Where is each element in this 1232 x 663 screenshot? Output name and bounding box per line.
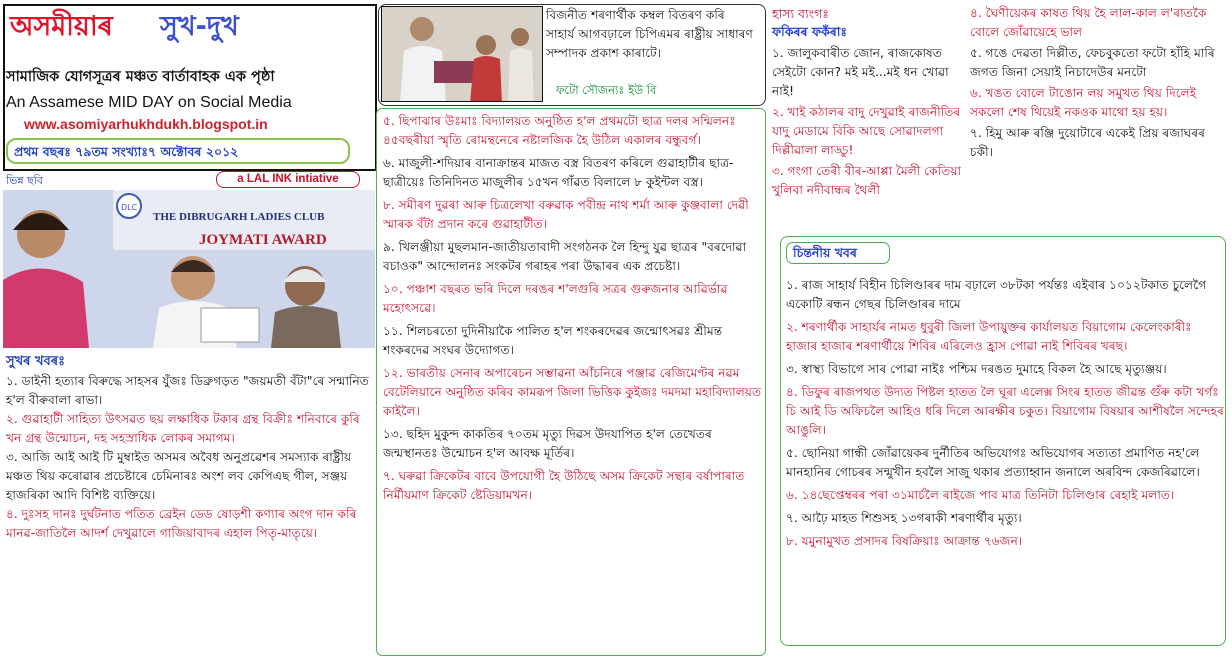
middle-news-item-8: ৮. সমীৰণ দুৱৰা আৰু চিত্ৰলেখা বৰুৱাক পবীন্দ্ৰ নাথ শৰ্মা আৰু কুঞ্জবালা দেৱী স্মাৰক বঁটা প্ৰদান কৰে গুৱাহাটীত। [383, 198, 749, 231]
chintaniya-item-1: ১. ৰাজ সাহাৰ্য বিহীন চিলিণ্ডাৰৰ দাম বঢ়ালে ৩৮টকা পৰ্যন্তঃ এইবাৰ ১০১২টকাত চুলেগৈ একোটি ৰন্ধন গেছৰ চিলিণ্ডাৰৰ দামে [786, 278, 1207, 311]
masthead-tagline: সামাজিক যোগসূত্ৰৰ মঞ্চত বাৰ্তাবাহক এক পৃষ্ঠা [6, 69, 275, 85]
chintaniya-item-3: ৩. স্বাস্থ্য বিভাগে সাৰ পোৱা নাইঃ পশ্চিম দৰঙত দুমাহে বিকল হৈ আছে মৃত্যুঞ্জয়। [786, 362, 1167, 376]
blanket-distribution-photo [381, 6, 543, 102]
middle-news-item-7: ৭. ঘৰুৱা ক্ৰিকেটৰ বাবে উপযোগী হৈ উঠিছে অসম ক্ৰিকেট সন্থাৰ বৰ্ষাপাৰাত নিৰ্মীয়মাণ ক্ৰিকেট ষ্টেডিয়ামখন। [383, 469, 745, 502]
chintaniya-news-list [786, 276, 1224, 551]
right-humor-item-5: ৫. গঙে দেৱতা দিল্লীত, ফেচবুকতো ফটো হাঁহি মাৰি জগত জিনা সেয়াই নিচাদেউৰ মনটো [970, 46, 1215, 79]
sukh-news-list [6, 372, 376, 543]
middle-news-item-12: ১২. ভাৰতীয় সেনাৰ অপাৰেচন সম্ভাৱনা আঁচনিৰে পঞ্জাৱ ৰেজিমেণ্টৰ নৱম বেটেলিয়ানে অনুষ্ঠিত কৰিব কামৰূপ জিলা ভিত্তিক কুইজঃ দমদমা মহাবিদ্যালয়ত কাইলৈ। [383, 366, 762, 418]
photo-credit: ফটো সৌজন্যঃ ইউ বি [556, 83, 657, 97]
sukh-news-item-1: ১. ডাইনী হত্যাৰ বিৰুদ্ধে সাহসৰ যুঁজঃ ডিব্ৰুগড়ত "জয়মতী বঁটা"ৰে সন্মানিত হ'ল বীৰুবালা ৰাভা। [6, 374, 369, 407]
middle-news-item-6: ৬. মাজুলী-শদিয়াৰ বানাক্ৰান্তৰ মাজত বস্ত্ৰ বিতৰণ কৰিলে গুৱাহাটীৰ ছাত্ৰ-ছাত্ৰীয়েঃ তিনিদিনত মাজুলীৰ ১৫খন গাঁৱত বিলালে ৮ কুইন্টল বস্ত্ৰ। [383, 156, 734, 189]
middle-news-item-13: ১৩. ছহিদ মুকুন্দ কাকতিৰ ৭০তম মৃত্যু দিৱস উদযাপিত হ'ল তেখেতৰ জন্মস্থানতঃ উন্মোচন হ'ল আবক্ষ মূৰ্তিৰ। [383, 427, 712, 460]
chintaniya-item-8: ৮. যমুনামুখত প্ৰসাদৰ বিষক্ৰিয়াঃ আক্ৰান্ত ৭৬জন। [786, 534, 1023, 548]
right-humor-item-4: ৪. ঘৈণীয়েকৰ কাষত থিয় হৈ লাল-কাল ল'ৰাতকৈ বোলে জোঁৱায়েহে ভাল [970, 6, 1207, 39]
blanket-photo-caption: বিজনীত শৰণাৰ্থীক কম্বল বিতৰণ কৰি সাহাৰ্য আগবঢ়ালে চিপিএমৰ ৰাষ্ট্ৰীয় সাধাৰণ সম্পাদক প্ৰকাশ কাৰাটে। [546, 8, 753, 60]
humor-item-2: ২. খাই কঠালৰ বাদু দেখুৱাই ৰাজনীতিৰ যাদু মেডামে বিকি আছে সোৱাদলগা দিল্লীৱালা লাড্ডু! [772, 105, 961, 157]
sukh-news-item-4: ৪. দুঃসহ দানঃ দুৰ্ঘটনাত পতিত ব্ৰেইন ডেড ষোড়শী কণ্যাৰ অংগ দান কৰি মানৱ-জাতিলৈ আদৰ্শ দেখুৱালে গাজিয়াবাদৰ এহাল পিতৃ-মাতৃয়ে। [6, 507, 357, 540]
humor-item-3: ৩. গংগা তেৰী বীৰ-আপ্পা মৈলী কেতিয়া খুলিবা নদীবান্ধৰ থৈলী [772, 164, 961, 197]
blog-url-link[interactable]: www.asomiyarhukhdukh.blogspot.in [24, 116, 268, 132]
lal-ink-badge: a LAL INK intiative [216, 171, 360, 188]
middle-news-list [383, 112, 763, 505]
right-humor-item-7: ৭. হিমু আৰু ৰঞ্জি দুয়োটাৰে একেই প্ৰিয় ৰজাঘৰৰ চকী। [970, 126, 1206, 159]
chintaniya-item-4: ৪. ডিফুৰ ৰাজপথত উদ্যত পিষ্টল হাতত লৈ ঘূৰা এলেক্স সিংৰ হাতত জীৱন্ত গুঁৰু কটা খৰ্গঃ চি আই ডি অফিচলৈ আহিও ধৰি দিলে আৰক্ষীৰ চকুত। বিয়াগোম বিষয়াৰ আশীষলৈ সন্দেহৰ আঙুলি। [786, 385, 1224, 437]
award-photo [3, 190, 375, 348]
blanket-photo-illustration [382, 7, 543, 102]
chintaniya-item-2: ২. শৰণাৰ্থীক সাহাৰ্যৰ নামত ধুবুৰী জিলা উপায়ুক্তৰ কাৰ্যালয়ত বিয়াগোম কেলেংকাৰীঃ হাজাৰ হাজাৰ শৰণাৰ্থীয়ে শিবিৰ এৰিলেও হ্ৰাস পোৱা নাই শিবিৰৰ খৰছ। [786, 320, 1192, 353]
sukh-news-heading: সুখৰ খবৰঃ [6, 354, 65, 369]
humor-item-1: ১. জালুকবাৰীত জোন, ৰাজকোষত সেইটো কোন? মই মই...মই ধন খোৱা নাই! [772, 46, 949, 98]
chintaniya-item-5: ৫. ছোনিয়া গান্ধী জোঁৱায়েকৰ দুৰ্নীতিৰ অভিযোগঃ অভিযোগৰ সত্যতা প্ৰমাণিত নহ'লে মানহানিৰ গোচৰৰ সন্মুখীন হবলৈ সাজু থকাৰ প্ৰত্যাহ্বান জনালে অৰবিন্দ কেজৰিৱালে। [786, 446, 1200, 479]
middle-news-item-9: ৯. খিলঞ্জীয়া মুছলমান-জাতীয়তাবাদী সংগঠনক লৈ হিন্দু যুৱ ছাত্ৰৰ "বৰদোৱা বচাওক" আন্দোলনঃ সংকটৰ গৰাহৰ পৰা উদ্ধাৰৰ এক প্ৰচেষ্টা। [383, 240, 747, 273]
right-humor-list [970, 4, 1230, 162]
middle-news-item-5: ৫. ছিপাঝাৰ উঃমাঃ বিদ্যালয়ত অনুষ্ঠিত হ'ল প্ৰথমটো ছাত্ৰ দলৰ সন্মিলনঃ ৪৫বছৰীয়া স্মৃতি ৰোমন্থনেৰে নষ্টালজিক হৈ উঠিল একালৰ বন্ধুবৰ্গ। [383, 114, 736, 147]
masthead-english-subtitle: An Assamese MID DAY on Social Media [6, 94, 292, 111]
masthead-title-red: অসমীয়াৰ [10, 11, 113, 42]
right-humor-item-6: ৬. খঙত বোলে টাঙোন লয় সমুখত থিয় দিলেই সকলো শেষ থিয়েই নকওক মাথো হয় হয়। [970, 86, 1197, 119]
humor-list [772, 44, 968, 200]
chintaniya-item-6: ৬. ১৪ছেপ্তেম্বৰৰ পৰা ৩১মাৰ্চলৈ ৰাইজে পাব মাত্ৰ তিনিটা চিলিণ্ডাৰ ৰেহাই মলাত। [786, 488, 1175, 502]
award-banner-text: JOYMATI AWARD [199, 232, 327, 248]
middle-news-item-11: ১১. শিলচৰতো দুদিনীয়াকৈ পালিত হ'ল শংকৰদেৱৰ জন্মোৎসৱঃ শ্ৰীমন্ত শংকৰদেৱ সংঘৰ উদ্যোগত। [383, 324, 723, 357]
humor-heading: হাস্য ব্যংগঃ [772, 6, 829, 21]
sukh-news-item-3: ৩. আজি আই আই টি মুম্বাইত অসমৰ অবৈধ অনুপ্ৰৱেশৰ সমস্যাক ৰাষ্ট্ৰীয় মঞ্চত থিয় কৰোৱাৰ প্ৰচেষ্টাৰে চেমিনাৰঃ অংশ লব কেপিএছ গীল, সঞ্জয় হাজৰিকা আদি বিশিষ্ট ব্যক্তিয়ে। [6, 450, 352, 502]
club-logo-text: DLC [121, 203, 138, 212]
chintaniya-heading: চিন্তনীয় খবৰ [786, 242, 890, 264]
award-photo-illustration [3, 190, 375, 348]
photo-section-label: ভিন্ন ছবি [6, 174, 44, 187]
club-banner-text: THE DIBRUGARH LADIES CLUB [153, 211, 325, 223]
chintaniya-item-7: ৭. আঢ়ৈ মাহত শিশুসহ ১৩গৰাকী শৰণাৰ্থীৰ মৃত্যু। [786, 511, 1022, 525]
sukh-news-item-2: ২. গুৱাহাটী সাহিত্য উৎসৱত ছয় লক্ষাধিক টকাৰ গ্ৰন্থ বিক্ৰীঃ শনিবাৰে কুৰি খন গ্ৰন্থ উন্মোচন, দহ সহস্ৰাধিক লোকৰ সমাগম। [6, 412, 360, 445]
middle-news-item-10: ১০. পঞ্চাশ বছৰত ভৰি দিলে দৰঙৰ শ'লগুৰি সত্ৰৰ গুৰুজনাৰ আৱিৰ্ভাৱ মহোৎসৱে। [383, 282, 728, 315]
issue-info: প্ৰথম বছৰঃ ৭৯তম সংখ্যাঃ৭ অক্টোবৰ ২০১২ [6, 138, 350, 164]
masthead-title-blue: সুখ-দুখ [160, 11, 239, 42]
humor-subheading: ফকিৰৰ ফকঁৰাঃ [772, 24, 848, 39]
